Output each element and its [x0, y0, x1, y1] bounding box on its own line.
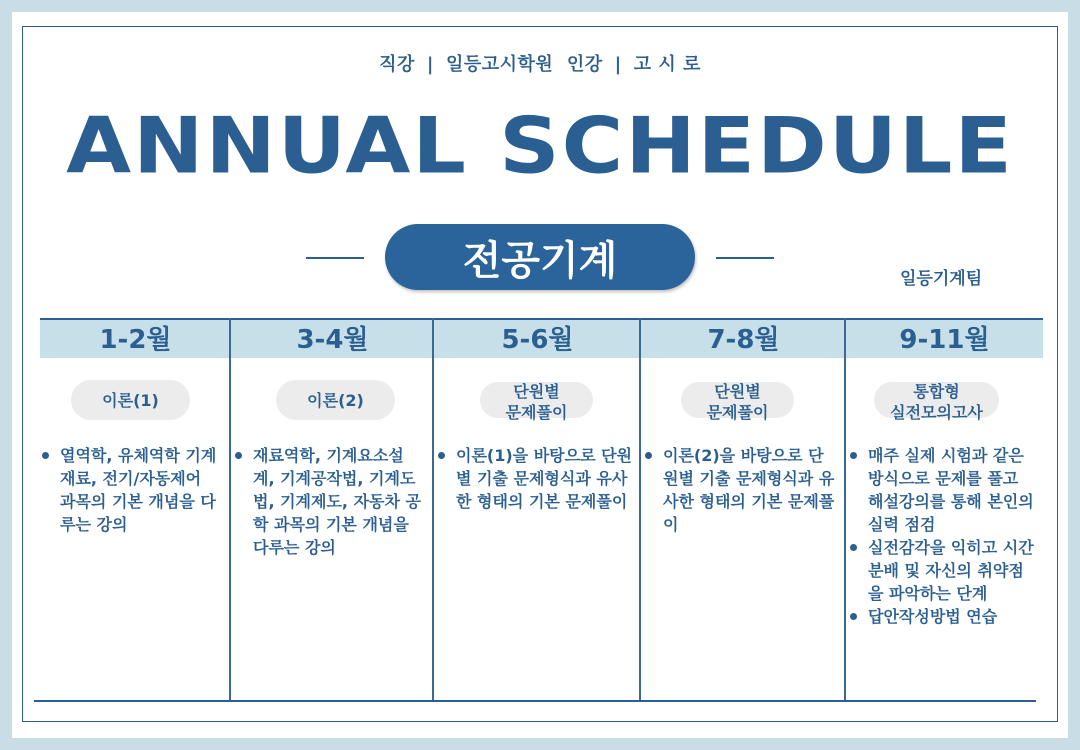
list-item: 재료역학, 기계요소설계, 기계공작법, 기계도법, 기계제도, 자동차 공학 과목의 기본 개념을 다루는 강의 — [233, 444, 425, 559]
column-tag-label: 이론(2) — [307, 390, 364, 410]
column-items — [848, 444, 1038, 628]
subtitle-item-gosiro: 고 시 로 — [633, 54, 701, 75]
subtitle-item-direct: 직강 — [379, 54, 415, 75]
list-item: 실전감각을 익히고 시간 분배 및 자신의 취약점을 파악하는 단계 — [848, 536, 1038, 605]
column-tag-label: 통합형 실전모의고사 — [890, 382, 983, 422]
subtitle-item-online: 일등고시학원 인강 — [445, 54, 603, 75]
list-item: 열역학, 유체역학 기계재료, 전기/자동제어 과목의 기본 개념을 다루는 강의 — [40, 444, 220, 536]
column-tag — [276, 380, 395, 420]
column-tag — [71, 380, 190, 420]
column-items — [643, 444, 837, 536]
subtitle-separator: | — [614, 54, 622, 75]
list-item: 이론(2)을 바탕으로 단원별 기출 문제형식과 유사한 형태의 기본 문제풀이 — [643, 444, 837, 536]
banner-line-left — [306, 257, 364, 259]
column-period: 9-11월 — [899, 325, 990, 355]
list-item: 답안작성방법 연습 — [848, 605, 1038, 628]
column-tag-label: 이론(1) — [102, 390, 159, 410]
column-period: 1-2월 — [99, 325, 172, 355]
column-items — [233, 444, 425, 559]
column-tag-label: 단원별 문제풀이 — [505, 382, 568, 422]
subtitle — [0, 50, 1080, 76]
column-tag — [874, 376, 999, 428]
schedule-table — [40, 318, 1043, 702]
list-item: 매주 실제 시험과 같은 방식으로 문제를 풀고 해설강의를 통해 본인의 실력 점검 — [848, 444, 1038, 536]
schedule-column — [40, 318, 231, 702]
column-period: 3-4월 — [296, 325, 369, 355]
column-items — [436, 444, 632, 513]
list-item: 이론(1)을 바탕으로 단원별 기출 문제형식과 유사한 형태의 기본 문제풀이 — [436, 444, 632, 513]
schedule-column — [641, 318, 846, 702]
schedule-bottom-rule — [34, 700, 1036, 702]
subject-pill: 전공기계 — [385, 224, 695, 290]
page-title: ANNUAL SCHEDULE — [66, 100, 1014, 192]
subtitle-separator: | — [426, 54, 434, 75]
column-tag — [480, 376, 593, 428]
column-tag — [681, 376, 794, 428]
schedule-column — [846, 318, 1043, 702]
team-label: 일등기계팀 — [900, 269, 983, 289]
schedule-column — [434, 318, 641, 702]
column-tag-label: 단원별 문제풀이 — [706, 382, 769, 422]
column-period: 7-8월 — [707, 325, 780, 355]
column-period: 5-6월 — [501, 325, 574, 355]
column-items — [40, 444, 220, 536]
schedule-column — [231, 318, 434, 702]
banner-line-right — [716, 257, 774, 259]
